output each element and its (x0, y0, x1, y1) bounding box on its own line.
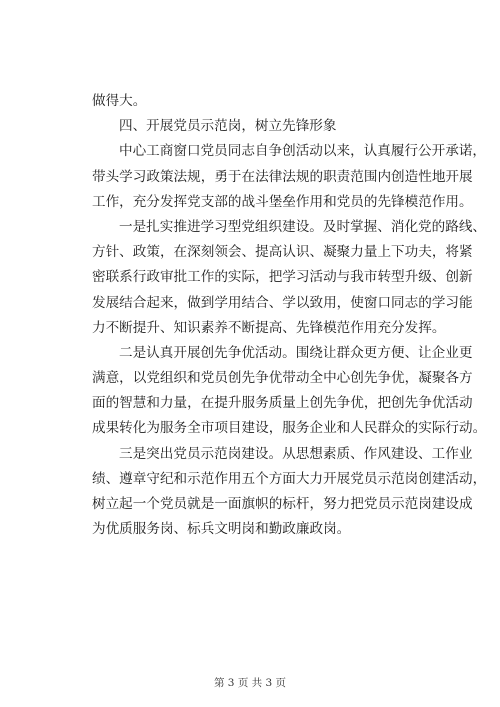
text-line: 一是扎实推进学习型党组织建设。及时掌握、消化党的路线、 (119, 218, 487, 235)
text-line: 力不断提升、知识素养不断提高、先锋模范作用充分发挥。 (92, 319, 446, 336)
text-line: 四、开展党员示范岗，树立先锋形象 (119, 118, 337, 135)
text-line: 满意，以党组织和党员创先争优带动全中心创先争优，凝聚各方 (92, 370, 473, 387)
text-line: 成果转化为服务全市项目建设，服务企业和人民群众的实际行动。 (92, 420, 487, 437)
text-line: 绩、遵章守纪和示范作用五个方面大力开展党员示范岗创建活动， (92, 470, 487, 487)
text-line: 做得大。 (92, 93, 147, 109)
document-body (92, 89, 487, 542)
text-line: 面的智慧和力量，在提升服务质量上创先争优，把创先争优活动 (92, 395, 473, 412)
text-line: 方针、政策，在深刻领会、提高认识、凝聚力量上下功夫，将紧 (92, 244, 473, 261)
text-line: 密联系行政审批工作的实际，把学习活动与我市转型升级、创新 (92, 269, 473, 286)
page-footer: 第 3 页 共 3 页 (213, 677, 287, 689)
text-line: 工作，充分发挥党支部的战斗堡垒作用和党员的先锋模范作用。 (92, 193, 473, 210)
text-line: 中心工商窗口党员同志自争创活动以来，认真履行公开承诺， (119, 143, 487, 160)
text-line: 为优质服务岗、标兵文明岗和勤政廉政岗。 (92, 521, 351, 538)
text-line: 发展结合起来，做到学用结合、学以致用，使窗口同志的学习能 (92, 294, 473, 311)
text-line: 二是认真开展创先争优活动。围绕让群众更方便、让企业更 (119, 344, 473, 361)
text-line: 带头学习政策法规，勇于在法律法规的职责范围内创造性地开展 (92, 168, 473, 185)
text-line: 三是突出党员示范岗建设。从思想素质、作风建设、工作业 (119, 445, 473, 462)
text-line: 树立起一个党员就是一面旗帜的标杆，努力把党员示范岗建设成 (92, 496, 473, 512)
